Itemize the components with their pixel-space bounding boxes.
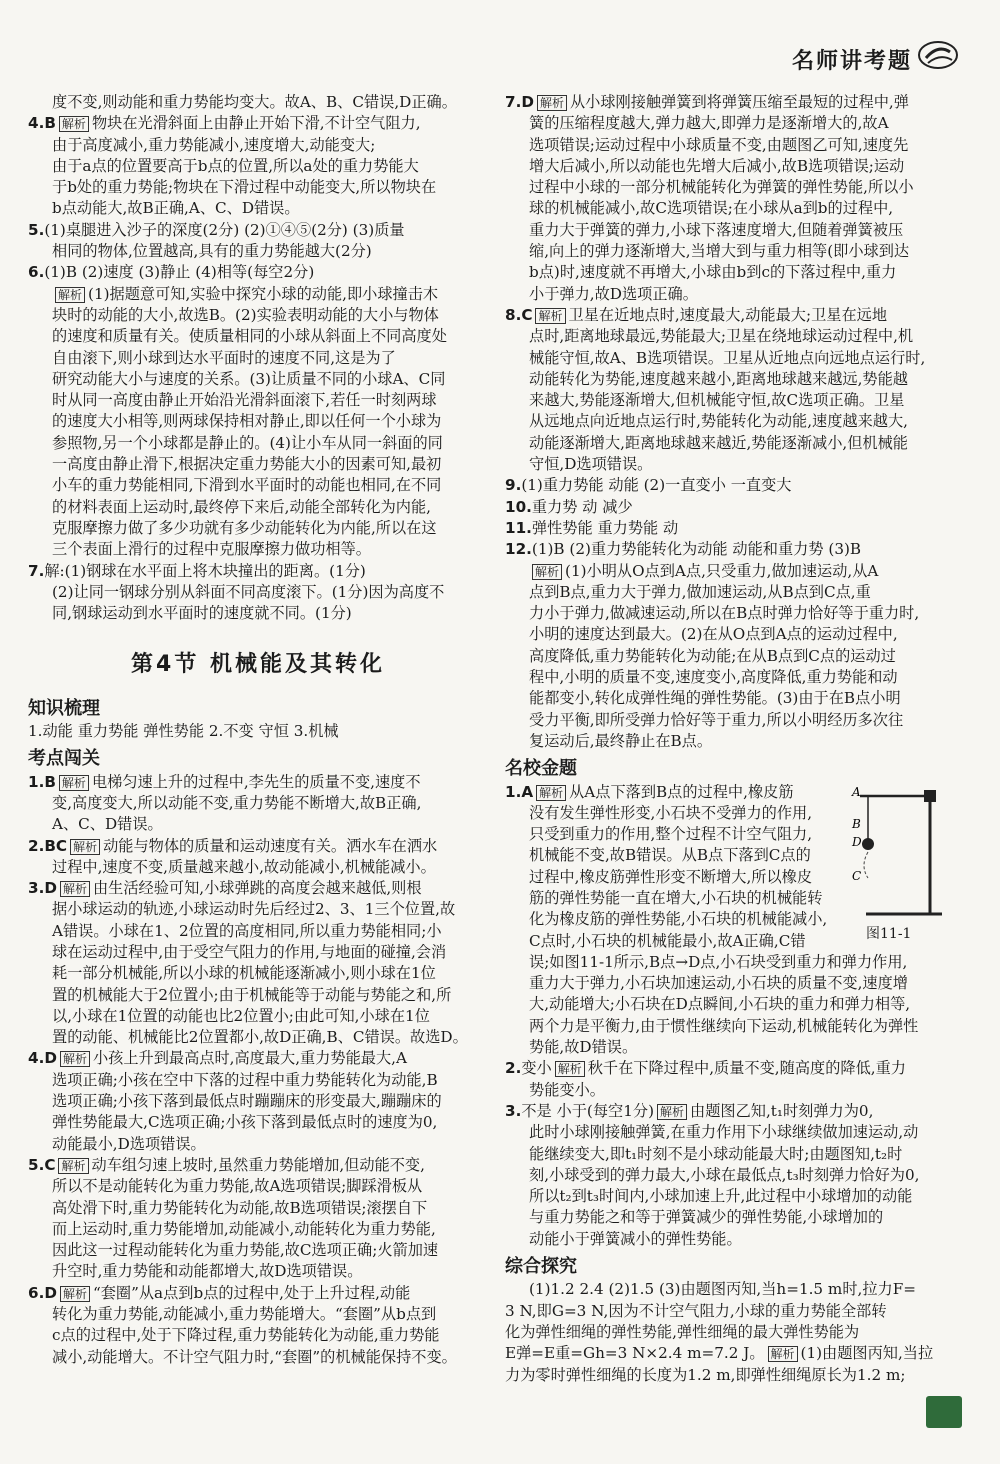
explore-line: E弹=E重=Gh=3 N×2.4 m=7.2 J。 [505, 1344, 765, 1363]
answer-line: 重力势 动 减少 [531, 497, 633, 516]
famous-answer-2 [505, 1058, 950, 1101]
answer-number: 1.A [505, 782, 534, 801]
answer-line: 的材料表面上运动时,最终停下来后,动能全部转化为内能, [52, 497, 431, 516]
answer-number: 12. [505, 540, 532, 559]
answer-head: (1)B (2)重力势能转化为动能 动能和重力势 (3)B [531, 540, 862, 559]
explore-line: 3 N,即G=3 N,因为不计空气阻力,小球的重力势能全部转 [505, 1301, 887, 1320]
analysis-tag: 解析 [60, 1286, 90, 1302]
answer-number: 2.BC [28, 836, 68, 855]
analysis-tag: 解析 [768, 1346, 798, 1362]
answer-9 [505, 475, 950, 496]
answer-line: 小于弹力,故D选项正确。 [529, 284, 698, 303]
intro-line: 度不变,则动能和重力势能均变大。故A、B、C错误,D正确。 [52, 93, 457, 111]
answer-line: 球的机械能减小,故C选项错误;在小球从a到b的过程中, [529, 199, 894, 218]
answer-number: 7.D [505, 93, 534, 111]
answer-number: 3.D [28, 879, 57, 898]
answer-line: 动能逐渐增大,距离地球越来越近,势能逐渐减小,但机械能 [529, 433, 908, 452]
answer-line: 两个力是平衡力,由于惯性继续向下运动,机械能转化为弹性 [529, 1016, 919, 1035]
answer-line: 缩,向上的弹力逐渐增大,当增大到与重力相等(即小球到达 [529, 242, 910, 261]
exam-title: 考点闯关 [28, 748, 100, 770]
answer-number: 4.D [28, 1049, 57, 1068]
analysis-tag: 解析 [532, 564, 562, 580]
answer-line: C点时,小石块的机械能最小,故A正确,C错 [529, 931, 806, 950]
answer-line: (1)重力势能 动能 (2)一直变小 一直变大 [521, 476, 792, 495]
answer-line: A、C、D错误。 [52, 815, 163, 834]
page-header [0, 0, 1000, 100]
answer-line: 没有发生弹性形变,小石块不受弹力的作用, [529, 803, 813, 822]
answer-line: 三个表面上滑行的过程中克服摩擦力做功相等。 [52, 540, 371, 559]
answer-6 [28, 262, 488, 560]
answer-number: 5. [28, 220, 45, 239]
analysis-tag: 解析 [58, 1158, 88, 1174]
answer-line: 的速度大小相等,则两球保持相对静止,即以任何一个小球为 [52, 412, 442, 431]
answer-line: 刻,小球受到的弹力最大,小球在最低点,t₃时刻弹力恰好为0, [529, 1165, 920, 1184]
answer-7 [28, 561, 488, 625]
answer-line: 相同的物体,位置越高,具有的重力势能越大(2分) [52, 242, 372, 261]
left-column [28, 92, 488, 1368]
answer-line: 自由滚下,则小球到达水平面时的速度不同,这是为了 [52, 348, 396, 367]
explore-line: (1)1.2 2.4 (2)1.5 (3)由题图丙知,当h=1.5 m时,拉力F= [529, 1280, 916, 1299]
analysis-tag: 解析 [70, 839, 100, 855]
exam-answer-1 [28, 772, 488, 836]
analysis-tag: 解析 [555, 1061, 585, 1077]
exam-answer-2 [28, 836, 488, 879]
exam-answer-4 [28, 1048, 488, 1154]
answer-line: 时从同一高度由静止开始沿光滑斜面滚下,若任一时刻两球 [52, 391, 437, 410]
answer-line: 选项正确;小孩在空中下落的过程中重力势能转化为动能,B [52, 1070, 438, 1089]
answer-head: (1)B (2)速度 (3)静止 (4)相等(每空2分) [44, 263, 315, 282]
analysis-tag: 解析 [59, 775, 89, 791]
answer-line: 块时的动能的大小,故选B。(2)实验表明动能的大小与物体 [52, 305, 439, 324]
answer-head: 不是 小于(每空1分) [521, 1101, 654, 1120]
answer-line: 弹性势能 重力势能 动 [531, 518, 679, 537]
famous-school-section [505, 758, 950, 1250]
answer-line: 从小球刚接触弹簧到将弹簧压缩至最短的过程中,弹 [569, 93, 909, 111]
answer-line: 解:(1)钢球在水平面上将木块撞出的距离。(1分) [44, 561, 366, 580]
famous-answer-3 [505, 1101, 950, 1250]
exam-section [28, 748, 488, 1368]
answer-head: 变小 [521, 1059, 552, 1078]
answer-line: 动车组匀速上坡时,虽然重力势能增加,但动能不变, [91, 1155, 425, 1174]
header-title: 名师讲考题 [791, 49, 912, 74]
answer-number: 7. [28, 561, 45, 580]
answer-line: 小明的速度达到最大。(2)在从O点到A点的运动过程中, [529, 625, 898, 644]
answer-line: 弹性势能最大,C选项正确;小孩下落到最低点时的速度为0, [52, 1113, 438, 1132]
answer-5 [28, 220, 488, 263]
answer-line: 耗一部分机械能,所以小球的机械能逐渐减小,则小球在1位 [52, 964, 436, 983]
answer-line: 的速度和质量有关。使质量相同的小球从斜面上不同高度处 [52, 327, 447, 346]
answer-line: 减小,动能增大。不计空气阻力时,“套圈”的机械能保持不变。 [52, 1347, 457, 1366]
answer-number: 8.C [505, 305, 533, 324]
answer-line: 选项正确;小孩下落到最低点时蹦蹦床的形变最大,蹦蹦床的 [52, 1092, 442, 1111]
analysis-tag: 解析 [55, 287, 85, 303]
answer-line: 小孩上升到最高点时,高度最大,重力势能最大,A [92, 1049, 407, 1068]
exam-answer-6 [28, 1283, 488, 1368]
explore-title: 综合探究 [505, 1256, 577, 1278]
answer-line: 高处滑下时,重力势能转化为动能,故B选项错误;滚摆自下 [52, 1198, 428, 1217]
answer-line: 势能,故D错误。 [529, 1038, 638, 1057]
answer-line: 小车的重力势能相同,下滑到水平面时的动能也相同,在不同 [52, 476, 442, 495]
answer-line: 物块在光滑斜面上由静止开始下滑,不计空气阻力, [91, 114, 421, 133]
answer-line: 过程中,速度不变,质量越来越小,故动能减小,机械能减小。 [52, 857, 436, 876]
answer-line: b点)时,速度就不再增大,小球由b到c的下落过程中,重力 [529, 263, 897, 282]
answer-line: 置的动能、机械能比2位置都小,故D正确,B、C错误。故选D。 [52, 1028, 468, 1047]
answer-line: 机械能不变,故B错误。从B点下落到C点的 [529, 846, 811, 865]
answer-line: 同,钢球运动到水平面时的速度就不同。(1分) [52, 604, 352, 623]
answer-line: 点时,距离地球最远,势能最大;卫星在绕地球运动过程中,机 [529, 327, 914, 346]
answer-7d [505, 92, 950, 305]
answer-line: 秋千在下降过程中,质量不变,随高度的降低,重力 [587, 1059, 906, 1078]
answer-line: 复运动后,最终静止在B点。 [529, 731, 713, 750]
page-number-badge [926, 1396, 962, 1428]
explore-line: 化为弹性细绳的弹性势能,弹性细绳的最大弹性势能为 [505, 1322, 860, 1341]
answer-line: 簧的压缩程度越大,弹力越大,即弹力是逐渐增大的,故A [529, 114, 889, 133]
answer-line: 过程中小球的一部分机械能转化为弹簧的弹性势能,所以小 [529, 178, 914, 197]
answer-number: 6. [28, 263, 45, 282]
answer-line: 转化为重力势能,动能减小,重力势能增大。“套圈”从b点到 [52, 1305, 437, 1324]
label-a: A [852, 784, 861, 799]
stand-diagram [846, 784, 950, 924]
answer-line: 于b处的重力势能;物块在下滑过程中动能变大,所以物块在 [52, 178, 437, 197]
answer-line: 由生活经验可知,小球弹跳的高度会越来越低,则根 [92, 879, 422, 898]
answer-line: 筋的弹性势能一直在增大,小石块的机械能转 [529, 888, 823, 907]
answer-line: 能都变小,转化成弹性绳的弹性势能。(3)由于在B点小明 [529, 689, 901, 708]
answer-10 [505, 497, 950, 518]
knowledge-section [28, 698, 488, 743]
answer-line: 由题图乙知,t₁时刻弹力为0, [690, 1101, 874, 1120]
answer-line: 力小于弹力,做减速运动,所以在B点时弹力恰好等于重力时, [529, 604, 920, 623]
answer-number: 4.B [28, 114, 56, 133]
answer-number: 1.B [28, 772, 56, 791]
answer-line: 守恒,D选项错误。 [529, 455, 653, 474]
answer-line: 一高度由静止滑下,根据决定重力势能大小的因素可知,最初 [52, 455, 442, 474]
answer-line: 而上运动时,重力势能增加,动能减小,动能转化为重力势能, [52, 1219, 436, 1238]
answer-line: 受力平衡,即所受弹力恰好等于重力,所以小明经历多次往 [529, 710, 904, 729]
explore-line: (1)由题图丙知,当拉 [800, 1344, 934, 1363]
answer-line: 能继续变大,即t₁时刻不是小球动能最大时;由题图知,t₂时 [529, 1144, 903, 1163]
answer-line: 由于高度减小,重力势能减小,速度增大,动能变大; [52, 135, 376, 154]
figure-11-1 [846, 784, 950, 946]
answer-line: 所以不是动能转化为重力势能,故A选项错误;脚踩滑板从 [52, 1177, 423, 1196]
answer-line: 与重力势能之和等于弹簧减少的弹性势能,小球增加的 [529, 1208, 884, 1227]
label-c: C [852, 868, 862, 883]
answer-line: A错误。小球在1、2位置的高度相同,所以重力势能相同;小 [52, 921, 442, 940]
analysis-tag: 解析 [535, 308, 565, 324]
answer-line: 此时小球刚接触弹簧,在重力作用下小球继续做加速运动,动 [529, 1123, 919, 1142]
answer-12 [505, 539, 950, 752]
answer-line: 高度降低,重力势能转化为动能;在从B点到C点的运动过 [529, 646, 896, 665]
answer-11 [505, 518, 950, 539]
answer-line: “套圈”从a点到b点的过程中,处于上升过程,动能 [92, 1283, 411, 1302]
answer-number: 9. [505, 476, 522, 495]
answer-line: 动能小于弹簧减小的弹性势能。 [529, 1229, 742, 1248]
answer-number: 5.C [28, 1155, 56, 1174]
knowledge-line: 1.动能 重力势能 弹性势能 2.不变 守恒 3.机械 [28, 722, 339, 741]
section-title: 第4节 机械能及其转化 [131, 652, 385, 678]
answer-line: 大,动能增大;小石块在D点瞬间,小石块的重力和弹力相等, [529, 995, 911, 1014]
answer-line: 动能最小,D选项错误。 [52, 1134, 206, 1153]
answer-line: 点到B点,重力大于弹力,做加速运动,从B点到C点,重 [529, 582, 871, 601]
answer-line: 所以t₂到t₃时间内,小球加速上升,此过程中小球增加的动能 [529, 1187, 913, 1206]
answer-line: (1)桌腿进入沙子的深度(2分) (2)①④⑤(2分) (3)质量 [44, 220, 405, 239]
answer-line: 卫星在近地点时,速度最大,动能最大;卫星在远地 [568, 305, 888, 324]
answer-line: 械能守恒,故A、B选项错误。卫星从近地点向远地点运行时, [529, 348, 926, 367]
book-logo-icon [916, 38, 960, 72]
exam-answer-5 [28, 1155, 488, 1283]
answer-number: 11. [505, 518, 532, 537]
analysis-tag: 解析 [60, 1051, 90, 1067]
answer-line: 增大后减小,所以动能也先增大后减小,故B选项错误;运动 [529, 156, 905, 175]
answer-line: 升空时,重力势能和动能都增大,故D选项错误。 [52, 1262, 363, 1281]
exam-answer-3 [28, 878, 488, 1048]
analysis-tag: 解析 [536, 785, 566, 801]
right-column [505, 92, 950, 1386]
answer-line: 过程中,橡皮筋弹性形变不断增大,所以橡皮 [529, 867, 813, 886]
answer-line: 动能转化为势能,速度越来越小,距离地球越来越远,势能越 [529, 369, 908, 388]
answer-line: 只受到重力的作用,整个过程不计空气阻力, [529, 825, 813, 844]
knowledge-title: 知识梳理 [28, 697, 100, 719]
answer-line: 动能与物体的质量和运动速度有关。洒水车在洒水 [103, 836, 438, 855]
answer-line: 电梯匀速上升的过程中,李先生的质量不变,速度不 [91, 772, 421, 791]
answer-line: 来越大,势能逐渐增大,但机械能守恒,故C选项正确。卫星 [529, 391, 905, 410]
answer-number: 6.D [28, 1283, 57, 1302]
answer-4 [28, 113, 488, 219]
answer-line: (1)小明从O点到A点,只受重力,做加速运动,从A [565, 561, 879, 580]
analysis-tag: 解析 [537, 95, 567, 111]
answer-line: 从远地点向近地点运行时,势能转化为动能,速度越来越大, [529, 412, 908, 431]
answer-line: 由于a点的位置要高于b点的位置,所以a处的重力势能大 [52, 156, 419, 175]
answer-line: 重力大于弹力,小石块加速运动,小石块的质量不变,速度增 [529, 974, 908, 993]
analysis-tag: 解析 [60, 881, 90, 897]
answer-line: 置的机械能大于2位置小;由于机械能等于动能与势能之和,所 [52, 985, 452, 1004]
answer-line: 参照物,另一个小球都是静止的。(4)让小车从同一斜面的同 [52, 433, 443, 452]
answer-line: (2)让同一钢球分别从斜面不同高度滚下。(1分)因为高度不 [52, 582, 445, 601]
answer-line: 误;如图11-1所示,B点→D点,小石块受到重力和弹力作用, [529, 952, 908, 971]
explore-section [505, 1256, 950, 1386]
famous-title: 名校金题 [505, 758, 577, 780]
answer-line: 程中,小明的质量不变,速度变小,高度降低,重力势能和动 [529, 668, 898, 687]
explore-line: 力为零时弹性细绳的长度为1.2 m,即弹性细绳原长为1.2 m; [505, 1365, 906, 1384]
answer-line: 从A点下落到B点的过程中,橡皮筋 [569, 782, 794, 801]
answer-line: c点的过程中,处于下降过程,重力势能转化为动能,重力势能 [52, 1326, 440, 1345]
answer-line: 因此这一过程动能转化为重力势能,故C选项正确;火箭加速 [52, 1241, 439, 1260]
analysis-tag: 解析 [59, 116, 89, 132]
famous-answer-1 [505, 782, 950, 1059]
answer-line: 球在运动过程中,由于受空气阻力的作用,与地面的碰撞,会消 [52, 942, 447, 961]
answer-line: 势能变小。 [529, 1080, 605, 1099]
analysis-tag: 解析 [657, 1104, 687, 1120]
answer-line: b点动能大,故B正确,A、C、D错误。 [52, 199, 300, 218]
label-b: B [852, 816, 861, 831]
answer-number: 10. [505, 497, 532, 516]
label-d: D [852, 834, 862, 849]
answer-number: 3. [505, 1101, 522, 1120]
answer-line: (1)据题意可知,实验中探究小球的动能,即小球撞击木 [88, 284, 439, 303]
answer-line: 重力大于弹簧的弹力,小球下落速度增大,但随着弹簧被压 [529, 220, 904, 239]
answer-line: 选项错误;运动过程中小球质量不变,由题图乙可知,速度先 [529, 135, 909, 154]
answer-line: 以,小球在1位置的动能也比2位置小;由此可知,小球在1位 [52, 1006, 430, 1025]
answer-line: 化为橡皮筋的弹性势能,小石块的机械能减小, [529, 910, 828, 929]
figure-caption: 图11-1 [866, 926, 912, 943]
answer-line: 克服摩擦力做了多少功就有多少动能转化为内能,所以在这 [52, 518, 437, 537]
answer-line: 研究动能大小与速度的关系。(3)让质量不同的小球A、C同 [52, 369, 446, 388]
answer-line: 变,高度变大,所以动能不变,重力势能不断增大,故B正确, [52, 793, 422, 812]
answer-number: 2. [505, 1059, 522, 1078]
answer-8c [505, 305, 950, 475]
answer-line: 据小球运动的轨迹,小球运动时先后经过2、3、1三个位置,故 [52, 900, 456, 919]
